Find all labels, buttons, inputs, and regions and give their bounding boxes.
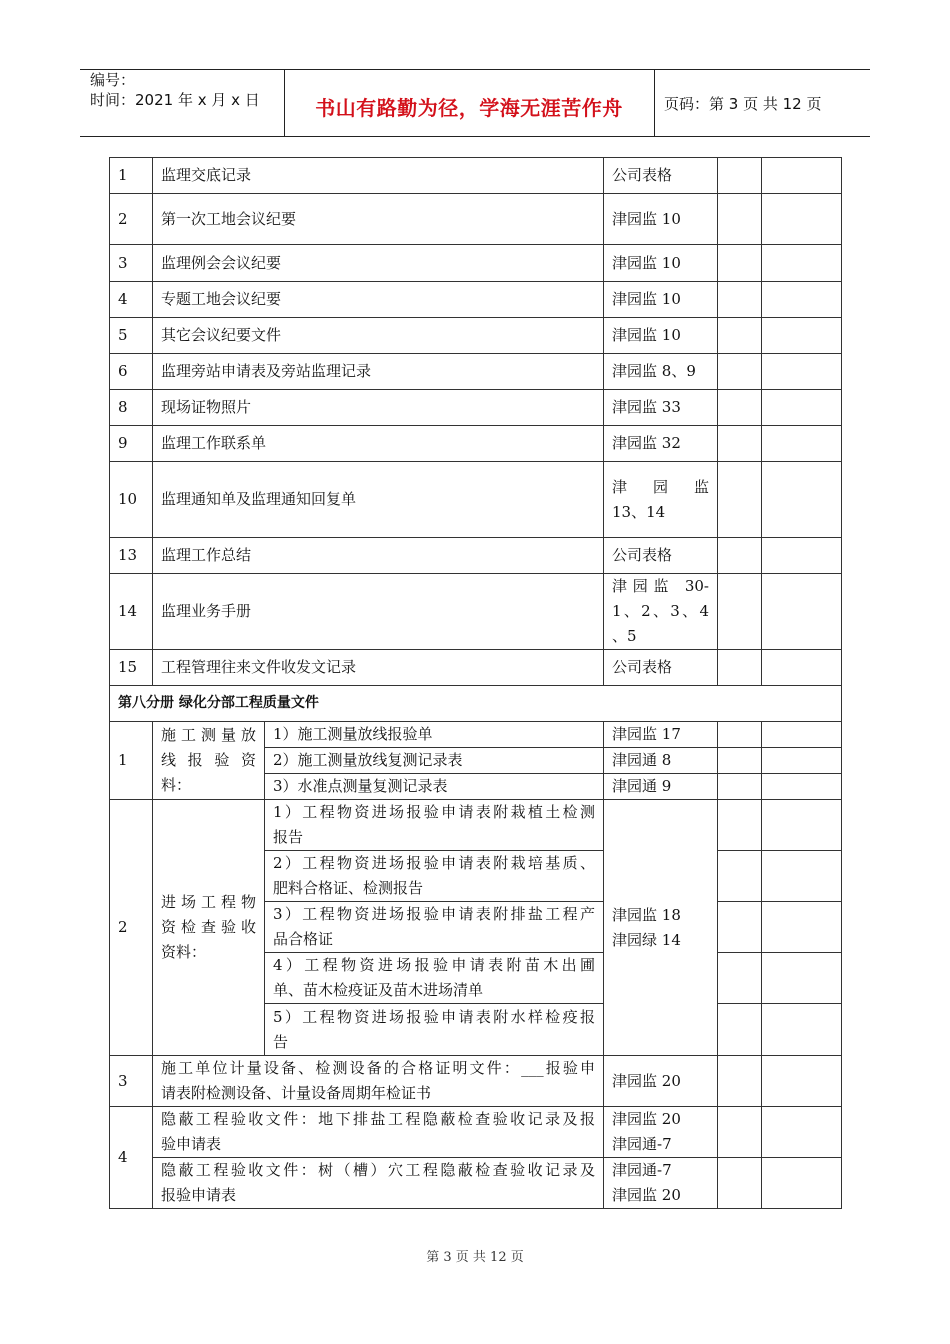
form-code-line: 津园通-7 (612, 1161, 672, 1179)
form-code-line: 1、2、3、4 (612, 602, 710, 620)
table-row (110, 574, 842, 650)
document-name: 现场证物照片 (153, 390, 604, 426)
document-name-line: 2）工程物资进场报验申请表附栽培基质、 (273, 854, 596, 872)
row-number: 1 (110, 158, 153, 194)
document-name-line: 施工单位计量设备、检测设备的合格证明文件：___报验申 (161, 1059, 596, 1077)
blank-cell (762, 774, 842, 800)
document-name (153, 1056, 604, 1107)
row-number: 3 (110, 245, 153, 282)
form-code (604, 462, 718, 538)
form-code (604, 1107, 718, 1158)
table-row (110, 1158, 842, 1209)
document-name: 第一次工地会议纪要 (153, 194, 604, 245)
table-row (110, 1056, 842, 1107)
document-name: 专题工地会议纪要 (153, 282, 604, 318)
blank-cell (762, 318, 842, 354)
blank-cell (762, 800, 842, 851)
blank-cell (718, 194, 762, 245)
document-name: 监理工作总结 (153, 538, 604, 574)
section-title-row (110, 686, 842, 722)
document-name: 监理例会会议纪要 (153, 245, 604, 282)
document-name: 工程管理往来文件收发文记录 (153, 650, 604, 686)
form-code-line: 津园监 20 (612, 1110, 681, 1128)
table-row (110, 390, 842, 426)
form-code-line: 津园监 30- (612, 577, 710, 595)
row-number: 8 (110, 390, 153, 426)
document-name (265, 800, 604, 851)
category-line: 料： (161, 776, 192, 794)
document-name: 监理工作联系单 (153, 426, 604, 462)
document-name-line: 验申请表 (161, 1135, 222, 1153)
category-line: 进场工程物 (161, 893, 256, 911)
blank-cell (718, 426, 762, 462)
row-number: 5 (110, 318, 153, 354)
form-code-line: 津园监 20 (612, 1186, 681, 1204)
blank-cell (718, 318, 762, 354)
blank-cell (762, 722, 842, 748)
form-code: 津园监 17 (604, 722, 718, 748)
blank-cell (762, 748, 842, 774)
table-row (110, 158, 842, 194)
blank-cell (762, 158, 842, 194)
blank-cell (718, 354, 762, 390)
header-bottom-rule (80, 136, 870, 137)
category-line: 资检查验收 (161, 918, 256, 936)
blank-cell (718, 1158, 762, 1209)
document-name: 1）施工测量放线报验单 (265, 722, 604, 748)
table-row (110, 722, 842, 748)
blank-cell (718, 574, 762, 650)
blank-cell (762, 650, 842, 686)
document-name: 监理业务手册 (153, 574, 604, 650)
blank-cell (762, 390, 842, 426)
blank-cell (718, 800, 762, 851)
document-name-line: 1）工程物资进场报验申请表附栽植土检测 (273, 803, 596, 821)
row-number: 6 (110, 354, 153, 390)
form-code: 津园监 20 (604, 1056, 718, 1107)
document-name (265, 1004, 604, 1056)
blank-cell (762, 245, 842, 282)
blank-cell (718, 851, 762, 902)
form-code-line: 13、14 (612, 502, 666, 521)
header-meta (90, 70, 260, 110)
form-code: 津园通 9 (604, 774, 718, 800)
blank-cell (718, 1107, 762, 1158)
form-code: 津园监 33 (604, 390, 718, 426)
document-name: 3）水准点测量复测记录表 (265, 774, 604, 800)
table-row (110, 538, 842, 574)
header-motto: 书山有路勤为径，学海无涯苦作舟 (315, 96, 623, 120)
document-name-line: 4）工程物资进场报验申请表附苗木出圃 (273, 956, 596, 974)
form-code-line: 津 园 监 (612, 477, 710, 496)
category-line: 资料： (161, 943, 207, 961)
form-code-line: 津园通-7 (612, 1135, 672, 1153)
document-name-line: 隐蔽工程验收文件：地下排盐工程隐蔽检查验收记录及报 (161, 1110, 596, 1128)
archive-table (109, 157, 842, 1209)
row-number: 3 (110, 1056, 153, 1107)
category-line: 施工测量放 (161, 726, 256, 744)
blank-cell (762, 462, 842, 538)
blank-cell (762, 354, 842, 390)
table-row (110, 650, 842, 686)
document-name (265, 902, 604, 953)
blank-cell (762, 953, 842, 1004)
form-code (604, 1158, 718, 1209)
row-number: 9 (110, 426, 153, 462)
document-name (265, 953, 604, 1004)
form-code (604, 800, 718, 1056)
form-code: 公司表格 (604, 158, 718, 194)
blank-cell (718, 1056, 762, 1107)
blank-cell (762, 1004, 842, 1056)
header-page-info: 页码：第 3 页 共 12 页 (664, 95, 822, 113)
blank-cell (762, 194, 842, 245)
form-code: 津园监 10 (604, 318, 718, 354)
form-code: 津园监 32 (604, 426, 718, 462)
blank-cell (762, 282, 842, 318)
document-name (153, 1158, 604, 1209)
document-name: 监理通知单及监理通知回复单 (153, 462, 604, 538)
blank-cell (762, 426, 842, 462)
table-row (110, 800, 842, 851)
page-footer: 第 3 页 共 12 页 (426, 1250, 524, 1265)
form-code: 津园通 8 (604, 748, 718, 774)
row-number: 13 (110, 538, 153, 574)
section-title: 第八分册 绿化分部工程质量文件 (110, 686, 842, 722)
form-code-line: 津园监 18 (612, 905, 681, 924)
header-divider (654, 69, 655, 136)
table-row (110, 426, 842, 462)
document-name-line: 请表附检测设备、计量设备周期年检证书 (161, 1084, 432, 1102)
row-number: 14 (110, 574, 153, 650)
table-row (110, 462, 842, 538)
form-code (604, 574, 718, 650)
form-code: 公司表格 (604, 650, 718, 686)
blank-cell (718, 650, 762, 686)
blank-cell (718, 722, 762, 748)
blank-cell (762, 902, 842, 953)
blank-cell (718, 245, 762, 282)
document-name (265, 851, 604, 902)
blank-cell (718, 390, 762, 426)
table-row (110, 245, 842, 282)
blank-cell (762, 1158, 842, 1209)
table-row (110, 282, 842, 318)
document-name-line: 隐蔽工程验收文件：树（槽）穴工程隐蔽检查验收记录及 (161, 1161, 596, 1179)
category-label (153, 800, 265, 1056)
table-row (110, 354, 842, 390)
row-number: 2 (110, 194, 153, 245)
document-name (153, 1107, 604, 1158)
table-row (110, 318, 842, 354)
blank-cell (762, 1056, 842, 1107)
form-code: 津园监 10 (604, 194, 718, 245)
document-name: 2）施工测量放线复测记录表 (265, 748, 604, 774)
blank-cell (718, 282, 762, 318)
document-name-line: 3）工程物资进场报验申请表附排盐工程产 (273, 905, 596, 923)
serial-label: 编号： (90, 71, 136, 89)
form-code-line: 、5 (612, 627, 637, 645)
blank-cell (718, 1004, 762, 1056)
document-name-line: 单、苗木检疫证及苗木进场清单 (273, 981, 484, 999)
blank-cell (762, 1107, 842, 1158)
table-row (110, 1107, 842, 1158)
document-name: 监理交底记录 (153, 158, 604, 194)
row-number: 2 (110, 800, 153, 1056)
form-code: 津园监 10 (604, 245, 718, 282)
category-label (153, 722, 265, 800)
blank-cell (718, 538, 762, 574)
blank-cell (718, 748, 762, 774)
blank-cell (762, 538, 842, 574)
row-number: 4 (110, 1107, 153, 1209)
blank-cell (762, 851, 842, 902)
blank-cell (718, 158, 762, 194)
document-name: 监理旁站申请表及旁站监理记录 (153, 354, 604, 390)
document-name-line: 肥料合格证、检测报告 (273, 879, 424, 897)
category-line: 线 报 验 资 (161, 751, 256, 769)
form-code: 津园监 10 (604, 282, 718, 318)
table-row (110, 194, 842, 245)
row-number: 15 (110, 650, 153, 686)
document-name: 其它会议纪要文件 (153, 318, 604, 354)
time-label: 时间：2021 年 x 月 x 日 (90, 91, 260, 109)
row-number: 4 (110, 282, 153, 318)
blank-cell (718, 953, 762, 1004)
document-name-line: 告 (273, 1032, 289, 1051)
document-name-line: 报告 (273, 828, 304, 846)
row-number: 1 (110, 722, 153, 800)
form-code: 公司表格 (604, 538, 718, 574)
blank-cell (718, 774, 762, 800)
blank-cell (762, 574, 842, 650)
blank-cell (718, 902, 762, 953)
document-name-line: 品合格证 (273, 930, 334, 948)
form-code: 津园监 8、9 (604, 354, 718, 390)
form-code-line: 津园绿 14 (612, 930, 681, 949)
document-name-line: 报验申请表 (161, 1186, 237, 1204)
blank-cell (718, 462, 762, 538)
row-number: 10 (110, 462, 153, 538)
document-name-line: 5）工程物资进场报验申请表附水样检疫报 (273, 1007, 596, 1026)
